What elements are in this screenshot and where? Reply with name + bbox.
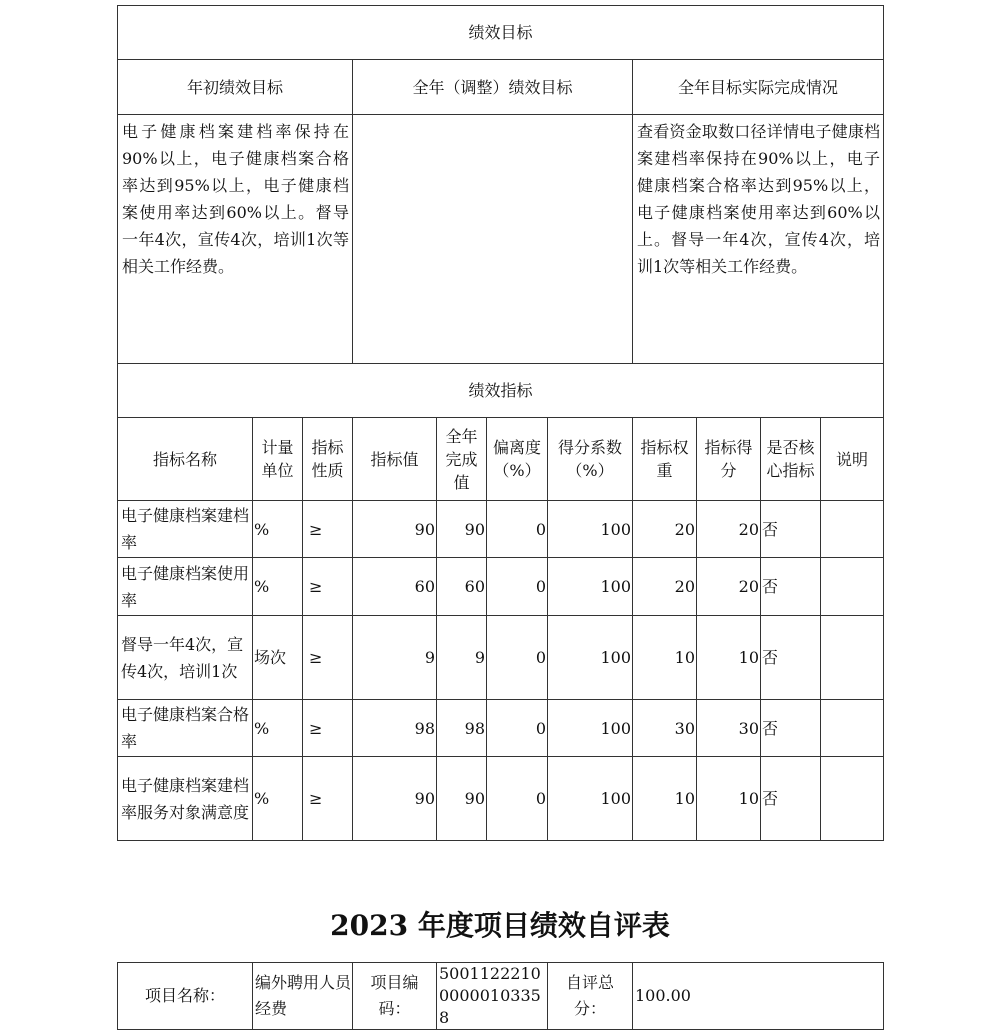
col-header-nature: 指标性质 xyxy=(303,418,353,501)
performance-table xyxy=(117,5,884,841)
indicator-core: 否 xyxy=(761,700,821,757)
actual-completion-header: 全年目标实际完成情况 xyxy=(633,60,884,115)
indicators-section-title: 绩效指标 xyxy=(118,364,884,418)
initial-goal-text: 电子健康档案建档率保持在90%以上，电子健康档案合格率达到95%以上，电子健康档案使用率达到60%以上。督导一年4次，宣传4次，培训1次等相关工作经费。 xyxy=(118,115,353,364)
indicator-note xyxy=(821,757,884,841)
indicator-weight: 10 xyxy=(633,616,697,700)
col-header-core: 是否核心指标 xyxy=(761,418,821,501)
indicator-name: 电子健康档案建档率服务对象满意度 xyxy=(118,757,253,841)
col-header-unit: 计量单位 xyxy=(253,418,303,501)
indicator-nature: ≥ xyxy=(303,501,353,558)
indicator-nature: ≥ xyxy=(303,616,353,700)
col-header-note: 说明 xyxy=(821,418,884,501)
indicator-unit: % xyxy=(253,501,303,558)
indicator-deviation: 0 xyxy=(487,501,548,558)
indicator-weight: 30 xyxy=(633,700,697,757)
self-score-label: 自评总分： xyxy=(548,963,633,1030)
indicator-row xyxy=(118,700,884,757)
adjusted-goal-text xyxy=(353,115,633,364)
indicator-target: 9 xyxy=(353,616,437,700)
indicator-score: 30 xyxy=(697,700,761,757)
indicator-nature: ≥ xyxy=(303,558,353,616)
col-header-coefficient: 得分系数（%） xyxy=(548,418,633,501)
indicator-coefficient: 100 xyxy=(548,558,633,616)
indicator-nature: ≥ xyxy=(303,757,353,841)
indicator-score: 10 xyxy=(697,757,761,841)
indicator-coefficient: 100 xyxy=(548,501,633,558)
indicator-actual: 98 xyxy=(437,700,487,757)
indicator-core: 否 xyxy=(761,558,821,616)
indicator-row xyxy=(118,501,884,558)
indicator-name: 电子健康档案合格率 xyxy=(118,700,253,757)
indicator-name: 督导一年4次，宣传4次，培训1次 xyxy=(118,616,253,700)
indicator-nature: ≥ xyxy=(303,700,353,757)
indicator-coefficient: 100 xyxy=(548,700,633,757)
indicator-name: 电子健康档案使用率 xyxy=(118,558,253,616)
indicator-target: 90 xyxy=(353,501,437,558)
indicator-target: 60 xyxy=(353,558,437,616)
indicator-actual: 90 xyxy=(437,757,487,841)
project-code-value: 500112221000000103358 xyxy=(437,963,548,1030)
indicator-row xyxy=(118,558,884,616)
col-header-name: 指标名称 xyxy=(118,418,253,501)
indicator-core: 否 xyxy=(761,501,821,558)
indicator-note xyxy=(821,558,884,616)
indicator-unit: % xyxy=(253,757,303,841)
col-header-target: 指标值 xyxy=(353,418,437,501)
indicator-score: 20 xyxy=(697,558,761,616)
indicator-note xyxy=(821,501,884,558)
report-title: 2023 年度项目绩效自评表 xyxy=(330,909,670,942)
indicator-row xyxy=(118,616,884,700)
project-code-label: 项目编码： xyxy=(353,963,437,1030)
indicator-unit: % xyxy=(253,558,303,616)
col-header-actual: 全年完成值 xyxy=(437,418,487,501)
indicator-actual: 60 xyxy=(437,558,487,616)
indicator-coefficient: 100 xyxy=(548,757,633,841)
project-name-value: 编外聘用人员经费 xyxy=(253,963,353,1030)
indicator-deviation: 0 xyxy=(487,700,548,757)
indicator-score: 10 xyxy=(697,616,761,700)
col-header-weight: 指标权重 xyxy=(633,418,697,501)
indicator-coefficient: 100 xyxy=(548,616,633,700)
indicator-actual: 90 xyxy=(437,501,487,558)
indicator-note xyxy=(821,616,884,700)
indicator-core: 否 xyxy=(761,616,821,700)
indicator-deviation: 0 xyxy=(487,558,548,616)
indicator-target: 98 xyxy=(353,700,437,757)
indicator-core: 否 xyxy=(761,757,821,841)
actual-completion-text: 查看资金取数口径详情电子健康档案建档率保持在90%以上，电子健康档案合格率达到95%以上，电子健康档案使用率达到60%以上。督导一年4次，宣传4次，培训1次等相关工作经费。 xyxy=(633,115,884,364)
indicator-score: 20 xyxy=(697,501,761,558)
goals-section-title: 绩效目标 xyxy=(118,6,884,60)
indicator-unit: 场次 xyxy=(253,616,303,700)
col-header-deviation: 偏离度（%） xyxy=(487,418,548,501)
indicator-actual: 9 xyxy=(437,616,487,700)
col-header-score: 指标得分 xyxy=(697,418,761,501)
indicator-weight: 20 xyxy=(633,501,697,558)
indicator-deviation: 0 xyxy=(487,757,548,841)
initial-goal-header: 年初绩效目标 xyxy=(118,60,353,115)
self-score-value: 100.00 xyxy=(633,963,884,1030)
project-name-label: 项目名称： xyxy=(118,963,253,1030)
indicator-name: 电子健康档案建档率 xyxy=(118,501,253,558)
indicator-row xyxy=(118,757,884,841)
indicator-note xyxy=(821,700,884,757)
indicator-unit: % xyxy=(253,700,303,757)
indicator-weight: 10 xyxy=(633,757,697,841)
indicator-target: 90 xyxy=(353,757,437,841)
adjusted-goal-header: 全年（调整）绩效目标 xyxy=(353,60,633,115)
indicator-deviation: 0 xyxy=(487,616,548,700)
project-info-table xyxy=(117,962,884,1030)
indicator-weight: 20 xyxy=(633,558,697,616)
